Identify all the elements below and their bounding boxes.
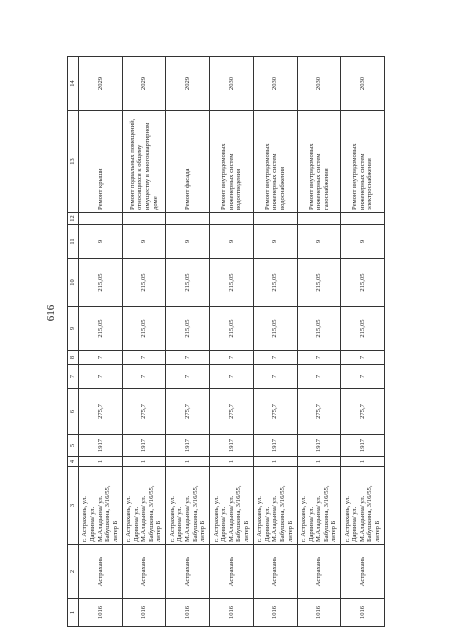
table-row	[253, 57, 297, 627]
table-row	[122, 57, 166, 627]
header-cell: 5	[68, 435, 79, 457]
table-cell: Астрахань	[341, 545, 385, 599]
table-cell: 2030	[253, 57, 297, 111]
table-cell: Астрахань	[122, 545, 166, 599]
table-cell: г. Астрахань, ул. Дарвина/ ул. М.Аладьина/ ул. Бабушкина, 3/16/55, литер Б	[166, 467, 210, 545]
table-cell: 1917	[79, 435, 123, 457]
table-row	[210, 57, 254, 627]
table-cell: 9	[253, 225, 297, 259]
table-cell: 7	[122, 365, 166, 389]
table-cell: 1917	[253, 435, 297, 457]
table-cell: 275,7	[166, 389, 210, 435]
table-cell: 7	[253, 365, 297, 389]
table-cell: 7	[297, 351, 341, 365]
table-cell: г. Астрахань, ул. Дарвина/ ул. М.Аладьина/ ул. Бабушкина, 3/16/55, литер Б	[122, 467, 166, 545]
table-cell: 9	[166, 225, 210, 259]
table-body	[68, 57, 385, 627]
table-cell: 1917	[210, 435, 254, 457]
table-cell: 1016	[253, 599, 297, 627]
table-cell: 1016	[122, 599, 166, 627]
table-cell: Астрахань	[297, 545, 341, 599]
table-cell: 215,05	[253, 259, 297, 307]
table-cell: 1016	[166, 599, 210, 627]
table-cell: 1917	[341, 435, 385, 457]
table-cell: г. Астрахань, ул. Дарвина/ ул. М.Аладьина/ ул. Бабушкина, 3/16/55, литер Б	[210, 467, 254, 545]
table-cell: 2029	[79, 57, 123, 111]
table-cell: 7	[341, 365, 385, 389]
table-cell: 275,7	[297, 389, 341, 435]
table-cell: 215,05	[341, 259, 385, 307]
table-cell: 1917	[166, 435, 210, 457]
table-cell: 275,7	[122, 389, 166, 435]
table-cell: Ремонт внутридомовых инженерных систем водоотведения	[210, 111, 254, 213]
table-cell: 1	[166, 457, 210, 467]
table-cell: 275,7	[253, 389, 297, 435]
header-cell: 14	[68, 57, 79, 111]
table-cell: 2030	[341, 57, 385, 111]
table-cell: 7	[341, 351, 385, 365]
table-cell: 215,05	[79, 307, 123, 351]
table-cell: 215,05	[122, 307, 166, 351]
table-cell: 1016	[210, 599, 254, 627]
table-cell: 2029	[122, 57, 166, 111]
table-cell: 9	[210, 225, 254, 259]
table-cell	[297, 213, 341, 225]
table-cell: Ремонт внутридомовых инженерных систем водоснабжения	[253, 111, 297, 213]
header-cell: 1	[68, 599, 79, 627]
table-cell: Ремонт внутридомовых инженерных систем газоснабжения	[297, 111, 341, 213]
table-row	[166, 57, 210, 627]
capital-repair-table	[67, 56, 385, 627]
table-row	[79, 57, 123, 627]
table-cell: 215,05	[79, 259, 123, 307]
table-cell: 215,05	[166, 307, 210, 351]
table-cell: 215,05	[341, 307, 385, 351]
table-cell: 7	[210, 365, 254, 389]
table-cell: 275,7	[79, 389, 123, 435]
table-cell	[341, 213, 385, 225]
table-cell: 2030	[297, 57, 341, 111]
table-cell: 1	[122, 457, 166, 467]
table-cell: 2029	[166, 57, 210, 111]
table-cell: 215,05	[210, 259, 254, 307]
table-cell: г. Астрахань, ул. Дарвина/ ул. М.Аладьина/ ул. Бабушкина, 3/16/55, литер Б	[341, 467, 385, 545]
table-cell: 215,05	[297, 259, 341, 307]
table-cell: Ремонт подвальных помещений, относящихся к общему имуществу в многоквартирном доме	[122, 111, 166, 213]
header-cell: 4	[68, 457, 79, 467]
rotated-table-wrapper	[67, 57, 385, 627]
table-cell: 7	[166, 351, 210, 365]
table-cell: г. Астрахань, ул. Дарвина/ ул. М.Аладьина/ ул. Бабушкина, 3/16/55, литер Б	[79, 467, 123, 545]
table-cell: 9	[79, 225, 123, 259]
table-cell: 7	[297, 365, 341, 389]
table-cell: 2030	[210, 57, 254, 111]
table-cell: 1917	[297, 435, 341, 457]
page-number: 616	[45, 304, 57, 322]
header-cell: 11	[68, 225, 79, 259]
table-cell: г. Астрахань, ул. Дарвина/ ул. М.Аладьина/ ул. Бабушкина, 3/16/55, литер Б	[253, 467, 297, 545]
table-cell: Астрахань	[79, 545, 123, 599]
header-cell: 9	[68, 307, 79, 351]
table-cell: Астрахань	[210, 545, 254, 599]
header-cell: 13	[68, 111, 79, 213]
table-cell: 1	[297, 457, 341, 467]
table-cell: 215,05	[253, 307, 297, 351]
table-cell: Астрахань	[166, 545, 210, 599]
table-cell	[210, 213, 254, 225]
table-cell: 7	[210, 351, 254, 365]
table-cell: 9	[341, 225, 385, 259]
table-cell: 215,05	[166, 259, 210, 307]
table-cell: 1	[210, 457, 254, 467]
table-cell: 1016	[297, 599, 341, 627]
table-cell: 215,05	[122, 259, 166, 307]
header-row	[68, 57, 79, 627]
table-cell: 9	[122, 225, 166, 259]
table-cell	[253, 213, 297, 225]
table-cell: 7	[79, 365, 123, 389]
table-cell	[122, 213, 166, 225]
table-cell: 9	[297, 225, 341, 259]
header-cell: 2	[68, 545, 79, 599]
table-cell: 215,05	[210, 307, 254, 351]
header-cell: 8	[68, 351, 79, 365]
table-cell: 7	[79, 351, 123, 365]
table-cell	[166, 213, 210, 225]
table-cell: 7	[253, 351, 297, 365]
header-cell: 12	[68, 213, 79, 225]
table-cell: Ремонт внутридомовых инженерных систем электроснабжения	[341, 111, 385, 213]
header-cell: 10	[68, 259, 79, 307]
table-cell	[79, 213, 123, 225]
table-cell: 275,7	[210, 389, 254, 435]
table-row	[341, 57, 385, 627]
header-cell: 3	[68, 467, 79, 545]
table-cell: 275,7	[341, 389, 385, 435]
table-cell: 1	[79, 457, 123, 467]
table-row	[297, 57, 341, 627]
table-cell: Ремонт фасада	[166, 111, 210, 213]
table-cell: Астрахань	[253, 545, 297, 599]
table-cell: г. Астрахань, ул. Дарвина/ ул. М.Аладьина/ ул. Бабушкина, 3/16/55, литер Б	[297, 467, 341, 545]
header-cell: 6	[68, 389, 79, 435]
table-cell: 1	[253, 457, 297, 467]
table-cell: 7	[166, 365, 210, 389]
header-cell: 7	[68, 365, 79, 389]
table-cell: 215,05	[297, 307, 341, 351]
table-cell: 7	[122, 351, 166, 365]
table-cell: 1917	[122, 435, 166, 457]
table-cell: 1	[341, 457, 385, 467]
table-cell: 1016	[341, 599, 385, 627]
table-cell: Ремонт крыши	[79, 111, 123, 213]
table-cell: 1016	[79, 599, 123, 627]
